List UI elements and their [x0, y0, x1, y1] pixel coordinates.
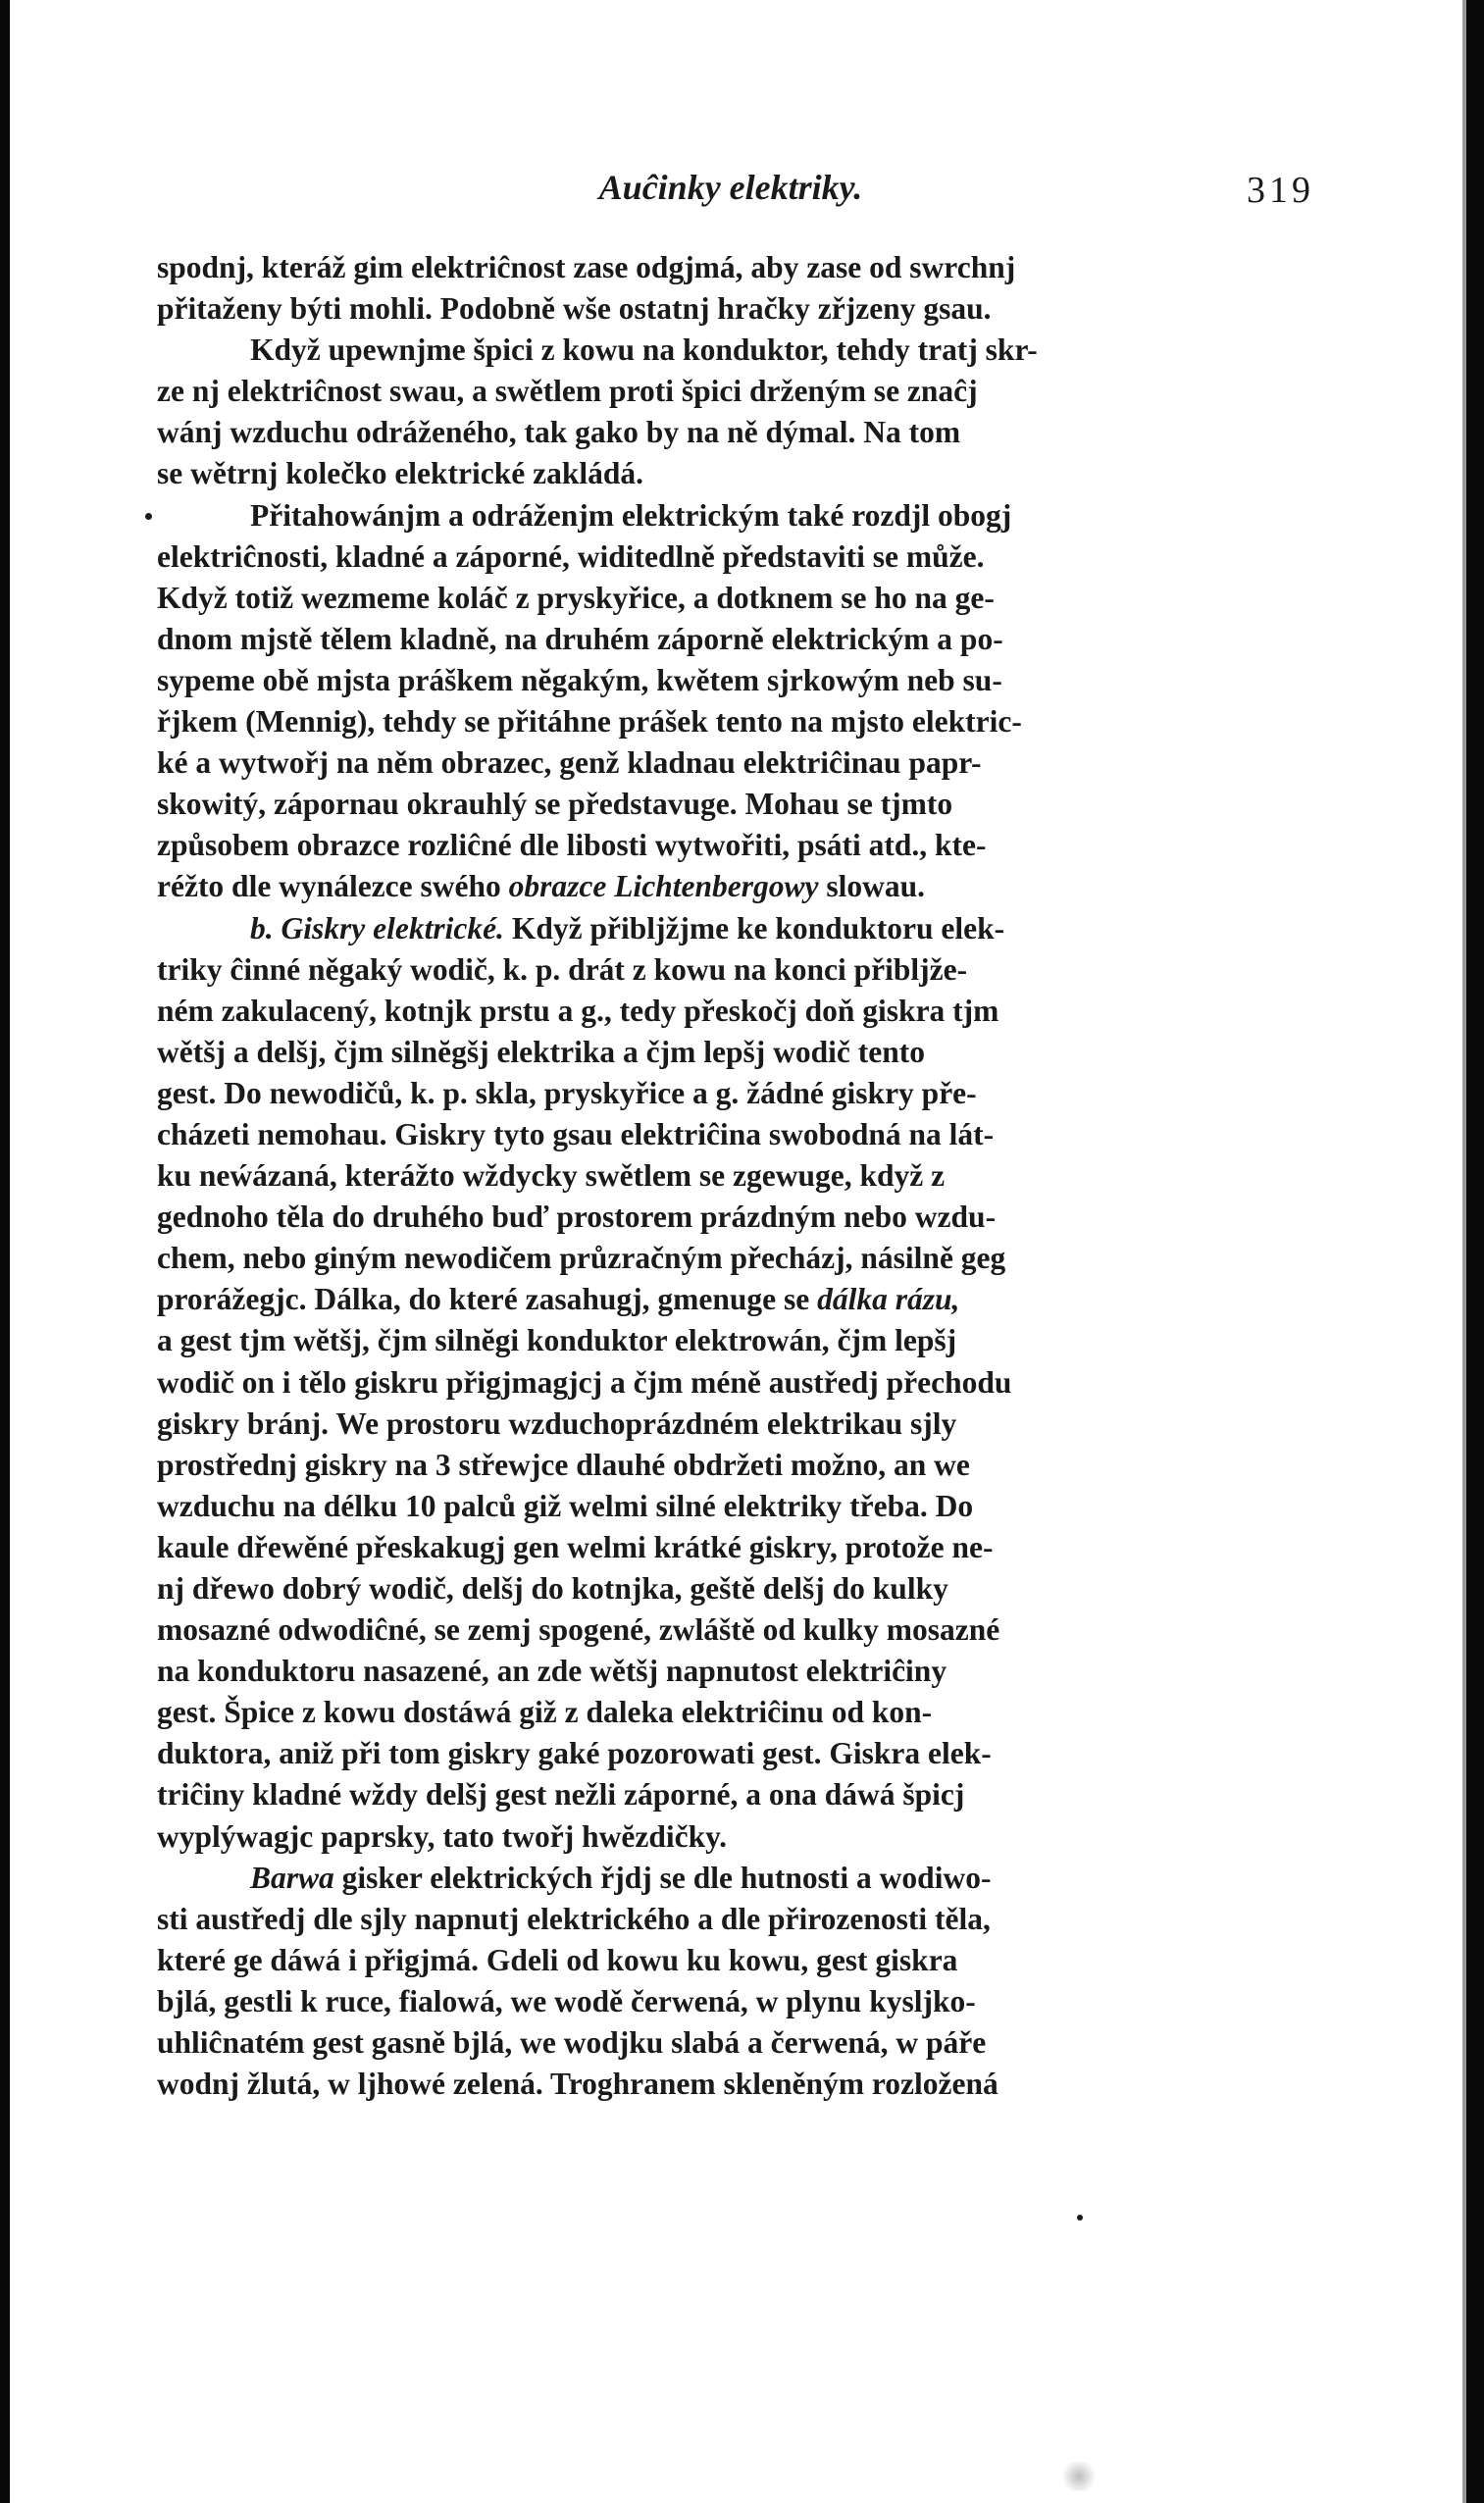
- text-line: Když totiž wezmeme koláč z pryskyřice, a dotknem se ho na ge-: [157, 580, 995, 615]
- text-line: wyplýwagjc paprsky, tato twořj hwĕzdičky.: [157, 1818, 727, 1854]
- scan-edge-right: [1466, 0, 1484, 2503]
- running-title: Auĉinky elektriky.: [598, 168, 863, 207]
- text-line: které ge dáwá i přigjmá. Gdeli od kowu ku kowu, gest giskra: [157, 1942, 958, 1977]
- print-dot: [1077, 2215, 1083, 2221]
- scan-edge-left: [0, 0, 10, 2503]
- text-line: nj dřewo dobrý wodič, delšj do kotnjka, geště delšj do kulky: [157, 1571, 948, 1606]
- text-line: kaule dřewěné přeskakugj gen welmi krátké giskry, protože ne-: [157, 1529, 994, 1564]
- text-line: gednoho těla do druhého buď prostorem prázdným nebo wzdu-: [157, 1200, 997, 1235]
- text-line: ké a wytwořj na něm obrazec, genž kladnau elektriĉinau papr-: [157, 745, 982, 781]
- text-line: cházeti nemohau. Giskry tyto gsau elektriĉina swobodná na lát-: [157, 1116, 995, 1151]
- text-run: slowau.: [818, 869, 926, 904]
- text-line-with-emphasis: [157, 908, 1305, 949]
- emphasis-text: obrazce Lichtenbergowy: [508, 869, 819, 904]
- text-line: duktora, aniž při tom giskry gaké pozorowati gest. Giskra elek-: [157, 1736, 992, 1771]
- body-text: [157, 247, 1305, 2105]
- text-line: řjkem (Mennig), tehdy se přitáhne prášek tento na mjsto elektric-: [157, 704, 1022, 740]
- emphasis-text: dálka rázu,: [817, 1282, 960, 1317]
- text-line: uhliĉnatém gest gasně bjlá, we wodjku slabá a čerwená, w páře: [157, 2025, 987, 2061]
- text-line: ném zakulacený, kotnjk prstu a g., tedy přeskočj doň giskra tjm: [157, 993, 999, 1028]
- scan-smudge: [1059, 2462, 1099, 2491]
- text-line: triky ĉinné něgaký wodič, k. p. drát z kowu na konci přibljže-: [157, 951, 968, 987]
- paragraph-3: [157, 908, 1305, 1858]
- book-page: [157, 167, 1314, 2105]
- text-run: Když přibljžjme ke konduktoru elek-: [503, 910, 1005, 945]
- text-line: přitaženy býti mohli. Podobně wše ostatnj hračky zřjzeny gsau.: [157, 291, 992, 327]
- text-run: prorážegjc. Dálka, do které zasahugj, gmenuge se: [157, 1282, 818, 1317]
- text-line: Když upewnjme špici z kowu na konduktor, tehdy tratj skr-: [250, 332, 1038, 368]
- text-line: gest. Špice z kowu dostáwá giž z daleka elektriĉinu od kon-: [157, 1695, 933, 1730]
- text-line: triĉiny kladné wždy delšj gest nežli záporné, a ona dáwá špicj: [157, 1777, 965, 1813]
- text-line: ze nj elektriĉnost swau, a swětlem proti špici drženým se znaĉj: [157, 374, 978, 409]
- running-head: [157, 167, 1314, 226]
- text-line: mosazné odwodiĉné, se zemj spogené, zwláště od kulky mosazné: [157, 1612, 1000, 1648]
- text-line: na konduktoru nasazené, an zde wětšj napnutost elektriĉiny: [157, 1654, 947, 1689]
- text-line: wětšj a delšj, čjm silnĕgšj elektrika a čjm lepšj wodič tento: [157, 1034, 925, 1069]
- text-line: elektriĉnosti, kladné a záporné, widitedlně představiti se může.: [157, 538, 985, 574]
- text-line: gest. Do newodičů, k. p. skla, pryskyřice a g. žádné giskry pře-: [157, 1075, 977, 1110]
- text-line: ku neẃázaná, kterážto wždycky swětlem se zgewuge, když z: [157, 1158, 946, 1194]
- section-heading: b. Giskry elektrické.: [250, 910, 504, 945]
- text-line: dnom mjstě tělem kladně, na druhém záporně elektrickým a po-: [157, 621, 1003, 656]
- text-line: chem, nebo giným newodičem průzračným přecházj, násilně geg: [157, 1241, 1006, 1276]
- text-line-with-emphasis: [157, 1858, 1305, 1899]
- text-line: giskry bránj. We prostoru wzduchoprázdném elektrikau sjly: [157, 1405, 957, 1441]
- text-line: prostřednj giskry na 3 střewjce dlauhé obdržeti možno, an we: [157, 1447, 970, 1482]
- text-line: wodič on i tělo giskru přigjmagjcj a čjm méně austředj přechodu: [157, 1364, 1012, 1400]
- text-run: réžto dle wynálezce swého: [157, 869, 509, 904]
- margin-dot: [145, 513, 152, 520]
- text-line-with-emphasis: [157, 1279, 1305, 1320]
- paragraph-1: [157, 247, 1305, 495]
- text-line: a gest tjm wĕtšj, čjm silnĕgi konduktor elektrowán, čjm lepšj: [157, 1323, 957, 1358]
- text-line: wánj wzduchu odráženého, tak gako by na ně dýmal. Na tom: [157, 415, 961, 450]
- paragraph-2: [157, 495, 1305, 908]
- text-line: skowitý, zápornau okrauhlý se představuge. Mohau se tjmto: [157, 787, 953, 822]
- text-line: wzduchu na délku 10 palců giž welmi silné elektriky třeba. Do: [157, 1488, 974, 1523]
- text-line: spodnj, kteráž gim elektriĉnost zase odgjmá, aby zase od swrchnj: [157, 250, 1016, 284]
- text-line: se wětrnj kolečko elektrické zakládá.: [157, 456, 644, 491]
- text-line-with-emphasis: [157, 866, 1305, 907]
- text-line: Přitahowánjm a odráženjm elektrickým také rozdjl obogj: [250, 497, 1012, 533]
- text-line: wodnj žlutá, w ljhowé zelená. Troghranem skleněným rozložená: [157, 2067, 998, 2102]
- paragraph-4: [157, 1858, 1305, 2106]
- text-line: bjlá, gestli k ruce, fialowá, we wodě čerwená, w plynu kysljko-: [157, 1983, 976, 2018]
- text-line: způsobem obrazce rozliĉné dle libosti wytwořiti, psáti atd., kte-: [157, 828, 987, 863]
- text-run: gisker elektrických řjdj se dle hutnosti a wodiwo-: [333, 1860, 992, 1895]
- emphasis-text: Barwa: [250, 1860, 334, 1895]
- page-number: 319: [1247, 170, 1314, 211]
- text-line: sti austředj dle sjly napnutj elektrického a dle přirozenosti těla,: [157, 1901, 991, 1936]
- text-line: sypeme obě mjsta práškem nĕgakým, kwětem sjrkowým neb su-: [157, 662, 1002, 697]
